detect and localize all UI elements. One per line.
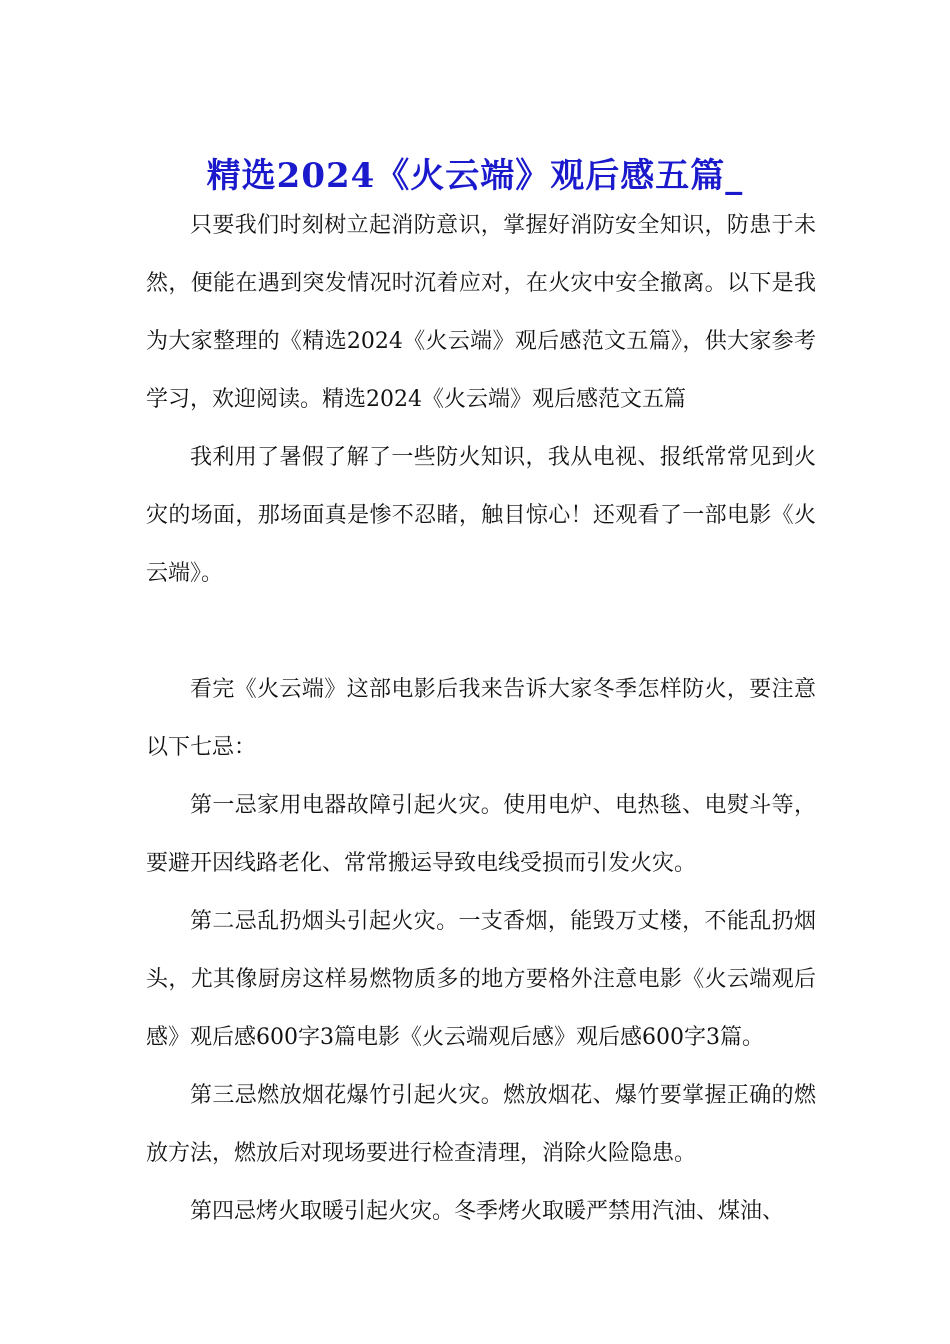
paragraph-taboo-2: 第二忌乱扔烟头引起火灾。一支香烟，能毁万丈楼，不能乱扔烟头，尤其像厨房这样易燃物质多的地方要格外注意电影《火云端观后感》观后感600字3篇电影《火云端观后感》观后感600字3篇。 [146, 909, 816, 1050]
document-title: 精选2024《火云端》观后感五篇_ [206, 155, 744, 196]
paragraph-taboo-4: 第四忌烤火取暖引起火灾。冬季烤火取暖严禁用汽油、煤油、 [190, 1199, 785, 1224]
paragraph-taboo-3: 第三忌燃放烟花爆竹引起火灾。燃放烟花、爆竹要掌握正确的燃放方法，燃放后对现场要进行检查清理，消除火险隐患。 [146, 1083, 816, 1166]
paragraph-seven-taboos: 看完《火云端》这部电影后我来告诉大家冬季怎样防火，要注意以下七忌： [146, 677, 816, 760]
blank-line [146, 603, 816, 661]
paragraph-intro: 只要我们时刻树立起消防意识，掌握好消防安全知识，防患于未然，便能在遇到突发情况时沉着应对，在火灾中安全撤离。以下是我为大家整理的《精选2024《火云端》观后感范文五篇》，供大家参考学习，欢迎阅读。精选2024《火云端》观后感范文五篇 [146, 213, 816, 412]
paragraph-summer-knowledge: 我利用了暑假了解了一些防火知识，我从电视、报纸常常见到火灾的场面，那场面真是惨不忍睹，触目惊心！还观看了一部电影《火云端》。 [146, 445, 816, 586]
document-body [146, 197, 816, 1241]
paragraph-taboo-1: 第一忌家用电器故障引起火灾。使用电炉、电热毯、电熨斗等，要避开因线路老化、常常搬运导致电线受损而引发火灾。 [146, 793, 816, 876]
